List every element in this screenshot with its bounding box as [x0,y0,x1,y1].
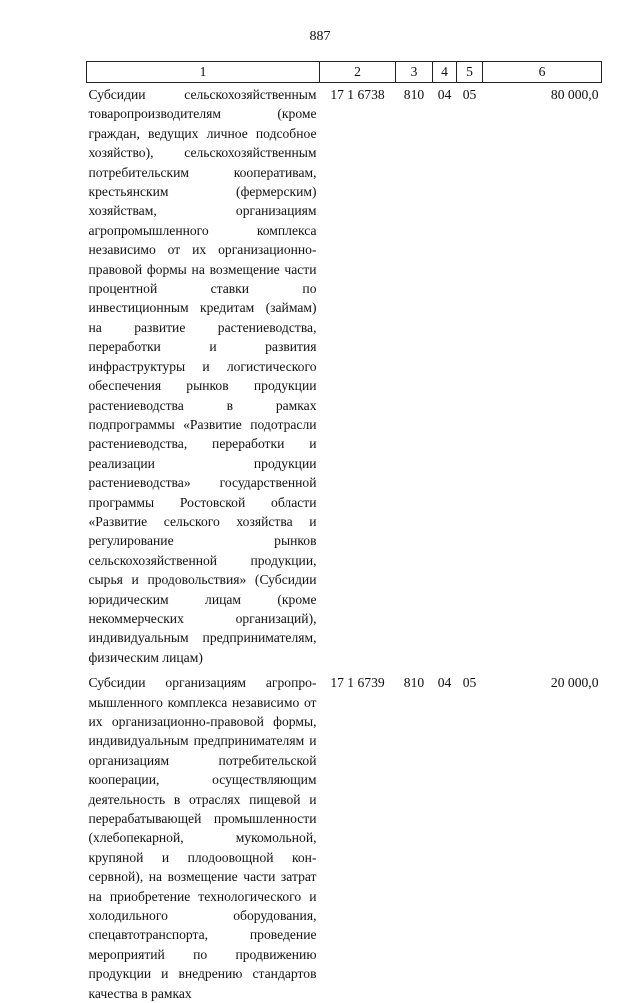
row-amount: 20 000,0 [550,675,599,691]
table-header-row [87,62,602,83]
header-col-1: 1 [87,62,320,83]
table-row [87,667,602,1003]
header-col-3: 3 [396,62,433,83]
row-description: Субсидии организациям агропромышленного комплекса независимо от их организационно-правовой формы, индивидуальным предпринимателям и организациям потребительской кооперации, осуществляющим деятельность в отраслях пищевой и перерабатывающей промышленности (хлебопекарной, мукомольной, крупяной и плодоовощной консервной), на возмещение части затрат на приобретение технологического и холодильного оборудования, спецавтотранспорта, проведение мероприятий по продвижению продукции и внедрению стандартов качества в рамках [88,675,317,1001]
row-amount: 80 000,0 [550,87,599,102]
header-col-6: 6 [483,62,602,83]
row-section: 04 [437,87,452,102]
header-col-4: 4 [433,62,457,83]
row-description: Субсидии сельскохозяйственным товаропроизводителям (кроме граждан, ведущих личное подсобное хозяйство), сельскохозяйственным потребительским кооперативам, крестьянским (фермерским) хозяйствам, организациям агропромышленного комплекса независимо от их организационно-правовой формы на возмещение части процентной ставки по инвестиционным кредитам (займам) на развитие растениеводства, переработки и развития инфраструктуры и логистического обеспечения рынков продукции растениеводства в рамках подпрограммы «Развитие подотрасли растениеводства, переработки и реализации продукции растениеводства» государственной программы Ростовской области «Развитие сельского хозяйства и регулирование рынков сельскохозяйственной продукции, сырья и продовольствия» (Субсидии юридическим лицам (кроме некоммерческих организаций), индивидуальным предпринимателям, физическим лицам) [88,87,317,665]
row-section: 04 [437,675,452,691]
table-row [87,83,602,668]
row-target-code: 17 1 6738 [330,87,385,102]
row-expense-type: 810 [403,87,425,102]
budget-table [86,61,602,1003]
header-col-2: 2 [320,62,396,83]
header-col-5: 5 [457,62,483,83]
row-expense-type: 810 [403,675,425,691]
row-target-code: 17 1 6739 [330,675,385,691]
page-number: 887 [309,29,331,44]
row-subsection: 05 [462,675,477,691]
row-subsection: 05 [462,87,477,102]
